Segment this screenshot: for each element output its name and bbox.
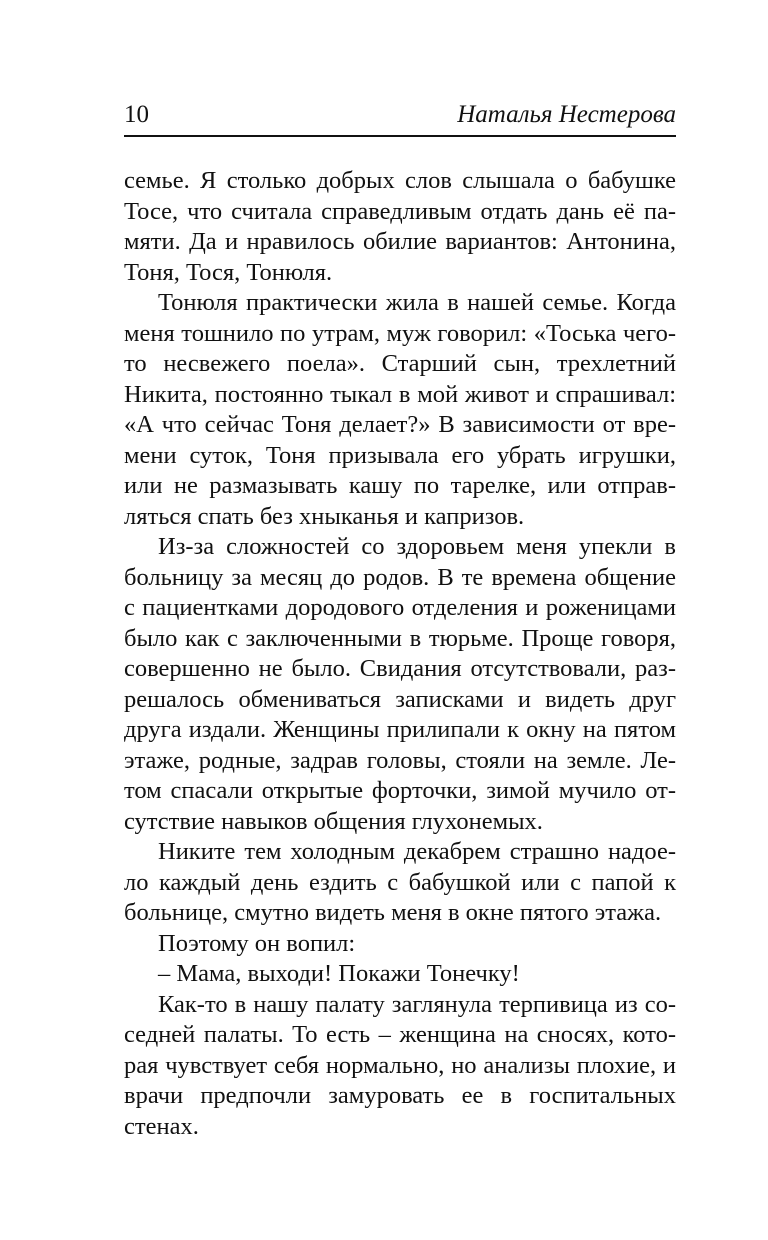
paragraph: семье. Я столько добрых слов слышала о бабушке Тосе, что считала справедливым отдать дань её памяти. Да и нравилось обилие вариантов: Антонина, Тоня, Тося, Тонюля. [124, 167, 676, 286]
running-title-author: Наталья Нестерова [457, 101, 676, 128]
paragraph: Из-за сложностей со здоровьем меня упекли в больницу за месяц до родов. В те времена общение с пациентками дородового отделения и роженицами было как с заключенными в тюрьме. Проще говоря, совершенно не было. Свидания отсутствовали, разрешалось обмениваться записками и видеть друг друга издали. Женщины прилипали к окну на пятом этаже, родные, задрав головы, стояли на земле. Летом спасали открытые форточки, зимой мучило отсутствие навыков общения глухонемых. [124, 533, 676, 835]
header-rule [124, 135, 676, 137]
paragraph: Как-то в нашу палату заглянула терпивица из соседней палаты. То есть – женщина на сносях, которая чувствует себя нормально, но анализы плохие, и врачи предпочли замуровать ее в госпитальных стенах. [124, 990, 676, 1140]
dialogue-line: – Мама, выходи! Покажи Тонечку! [158, 960, 520, 987]
paragraph: Поэтому он вопил: [158, 929, 356, 957]
paragraph: Тонюля практически жила в нашей семье. Когда меня тошнило по утрам, муж говорил: «Тоська чего-то несвежего поела». Старший сын, трехлетний Никита, постоянно тыкал в мой живот и спрашивал: «А что сейчас Тоня делает?» В зависимости от времени суток, Тоня призывала его убрать игрушки, или не размазывать кашу по тарелке, или отправляться спать без хныканья и капризов. [124, 289, 676, 530]
body-text [124, 166, 676, 1142]
page-header [124, 98, 676, 132]
paragraph: Никите тем холодным декабрем страшно надоело каждый день ездить с бабушкой или с папой к больнице, смутно видеть меня в окне пятого этажа. [124, 838, 676, 926]
page-number: 10 [124, 101, 149, 128]
